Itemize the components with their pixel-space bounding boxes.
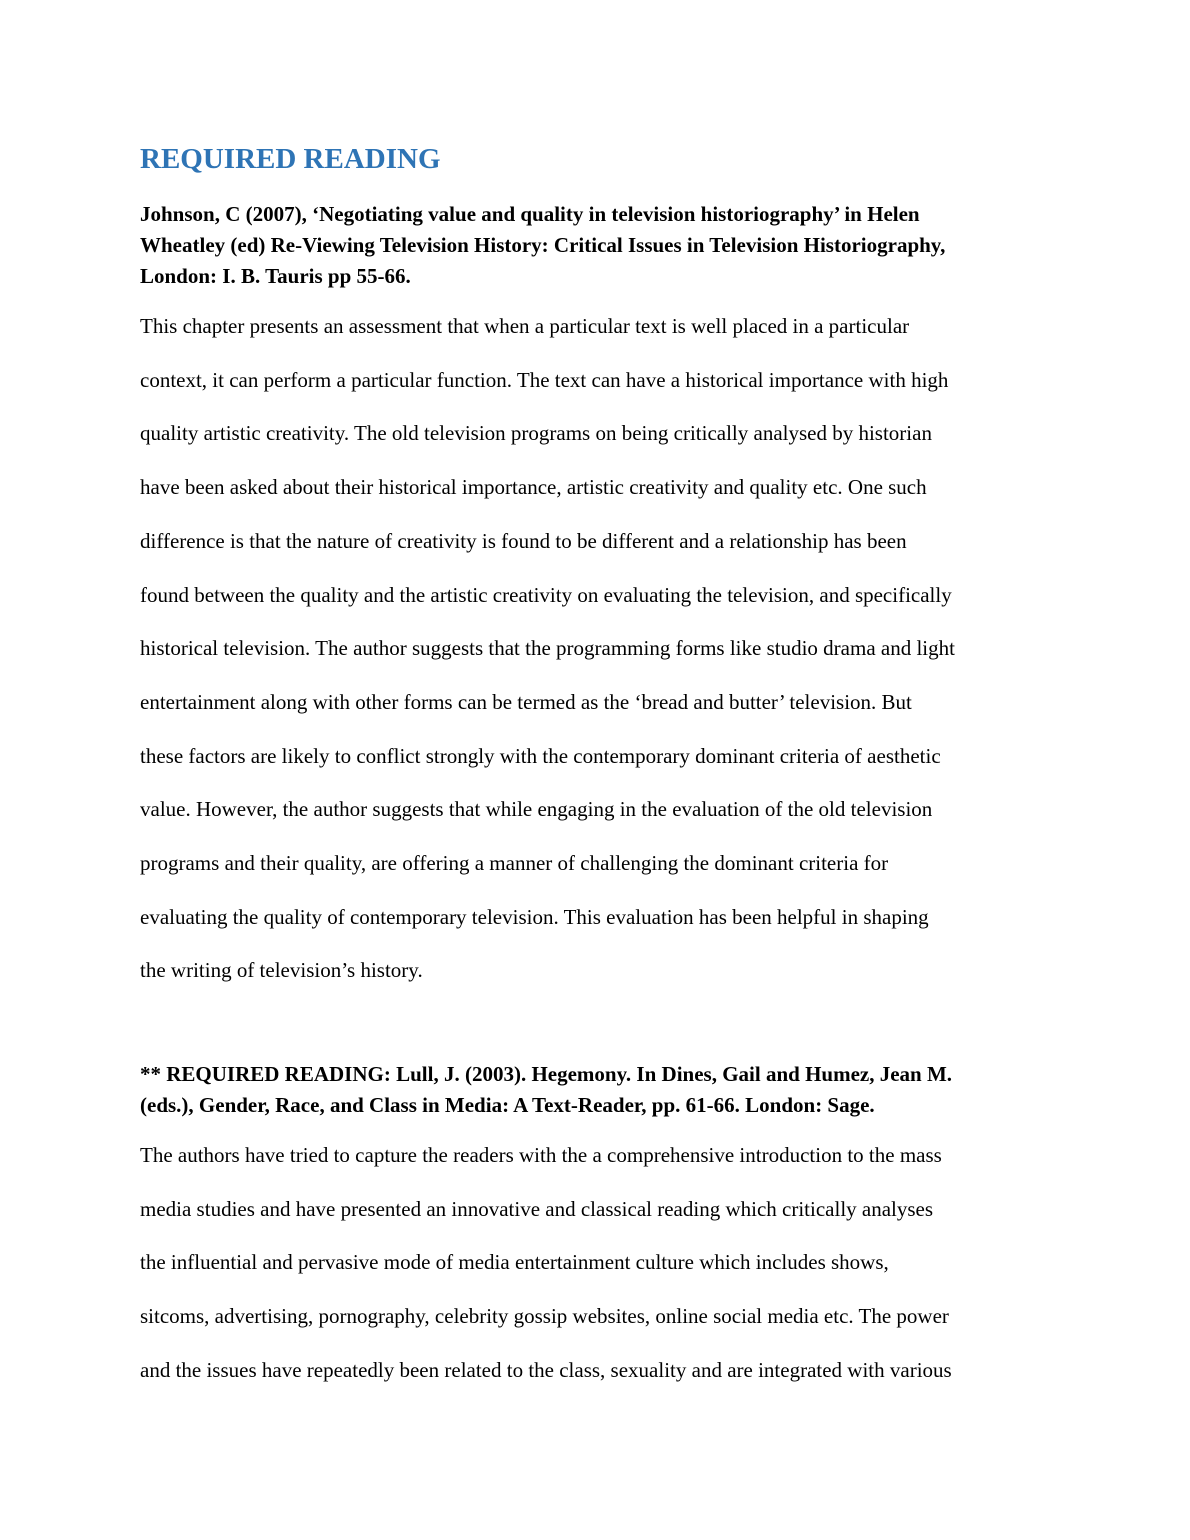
summary-paragraph-johnson — [140, 300, 1060, 998]
paragraph-line: The authors have tried to capture the readers with the a comprehensive introduction to the mass — [140, 1143, 942, 1167]
section-heading: REQUIRED READING — [140, 143, 441, 175]
paragraph-line: quality artistic creativity. The old television programs on being critically analysed by historian — [140, 421, 932, 446]
paragraph-line: historical television. The author suggests that the programming forms like studio drama and light — [140, 636, 955, 661]
citation-lull — [140, 1059, 1050, 1121]
paragraph-line: found between the quality and the artistic creativity on evaluating the television, and specifically — [140, 582, 952, 607]
paragraph-line: and the issues have repeatedly been related to the class, sexuality and are integrated with various — [140, 1357, 952, 1382]
paragraph-line: the influential and pervasive mode of media entertainment culture which includes shows, — [140, 1250, 889, 1275]
paragraph-line: evaluating the quality of contemporary television. This evaluation has been helpful in shaping — [140, 904, 929, 929]
summary-paragraph-lull — [140, 1129, 1060, 1398]
paragraph-line: programs and their quality, are offering a manner of challenging the dominant criteria for — [140, 851, 889, 876]
citation-line: Johnson, C (2007), ‘Negotiating value and quality in television historiography’ in Helen — [140, 202, 920, 226]
paragraph-line: value. However, the author suggests that while engaging in the evaluation of the old television — [140, 797, 933, 822]
paragraph-line: context, it can perform a particular function. The text can have a historical importance with high — [140, 367, 949, 392]
paragraph-line: have been asked about their historical importance, artistic creativity and quality etc. One such — [140, 475, 927, 500]
citation-line: (eds.), Gender, Race, and Class in Media: A Text-Reader, pp. 61-66. London: Sage. — [140, 1093, 875, 1117]
paragraph-line: sitcoms, advertising, pornography, celebrity gossip websites, online social media etc. The power — [140, 1304, 949, 1329]
citation-johnson — [140, 199, 1050, 292]
paragraph-line: This chapter presents an assessment that when a particular text is well placed in a particular — [140, 314, 910, 338]
paragraph-line: media studies and have presented an innovative and classical reading which critically analyses — [140, 1196, 934, 1221]
citation-line: ** REQUIRED READING: Lull, J. (2003). Hegemony. In Dines, Gail and Humez, Jean M. — [140, 1062, 953, 1086]
paragraph-line: entertainment along with other forms can be termed as the ‘bread and butter’ television. But — [140, 689, 912, 714]
paragraph-line: the writing of television’s history. — [140, 958, 423, 983]
paragraph-line: difference is that the nature of creativity is found to be different and a relationship has been — [140, 528, 907, 553]
paragraph-line: these factors are likely to conflict strongly with the contemporary dominant criteria of aesthetic — [140, 743, 941, 768]
citation-line: Wheatley (ed) Re-Viewing Television History: Critical Issues in Television Historiography, — [140, 233, 946, 257]
citation-line: London: I. B. Tauris pp 55-66. — [140, 264, 411, 288]
